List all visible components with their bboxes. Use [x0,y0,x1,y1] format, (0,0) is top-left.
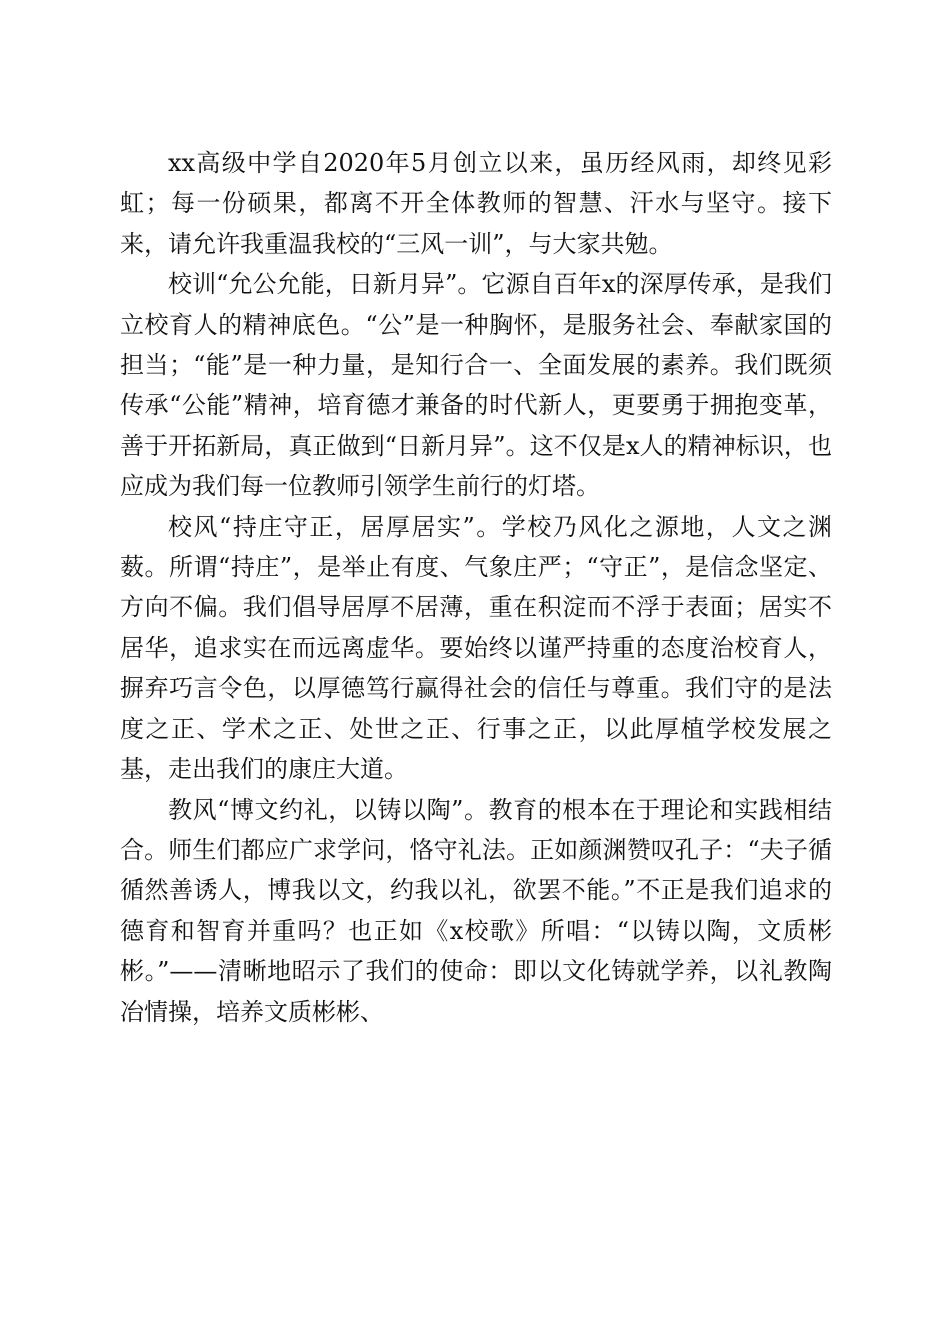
paragraph-school-style: 校风“持庄守正，居厚居实”。学校乃风化之源地，人文之渊薮。所谓“持庄”，是举止有度、气象庄严；“守正”，是信念坚定、方向不偏。我们倡导居厚不居薄，重在积淀而不浮于表面；居实不居华，追求实在而远离虚华。要始终以谨严持重的态度治校育人，摒弃巧言令色，以厚德笃行赢得社会的信任与尊重。我们守的是法度之正、学术之正、处世之正、行事之正，以此厚植学校发展之基，走出我们的康庄大道。 [120,512,832,784]
paragraph-school-motto: 校训“允公允能，日新月异”。它源自百年x的深厚传承，是我们立校育人的精神底色。“公”是一种胸怀，是服务社会、奉献家国的担当；“能”是一种力量，是知行合一、全面发展的素养。我们既须传承“公能”精神，培育德才兼备的时代新人，更要勇于拥抱变革，善于开拓新局，真正做到“日新月异”。这不仅是x人的精神标识，也应成为我们每一位教师引领学生前行的灯塔。 [120,270,832,501]
paragraph-teaching-style: 教风“博文约礼，以铸以陶”。教育的根本在于理论和实践相结合。师生们都应广求学问，恪守礼法。正如颜渊赞叹孔子：“夫子循循然善诱人，博我以文，约我以礼，欲罢不能。”不正是我们追求的德育和智育并重吗？也正如《x校歌》所唱：“以铸以陶，文质彬彬。”——清晰地昭示了我们的使命：即以文化铸就学养，以礼教陶冶情操，培养文质彬彬、 [120,795,832,1026]
document-body [120,143,832,1032]
paragraph-intro: xx高级中学自2020年5月创立以来，虽历经风雨，却终见彩虹；每一份硕果，都离不开全体教师的智慧、汗水与坚守。接下来，请允许我重温我校的“三风一训”，与大家共勉。 [120,149,832,258]
